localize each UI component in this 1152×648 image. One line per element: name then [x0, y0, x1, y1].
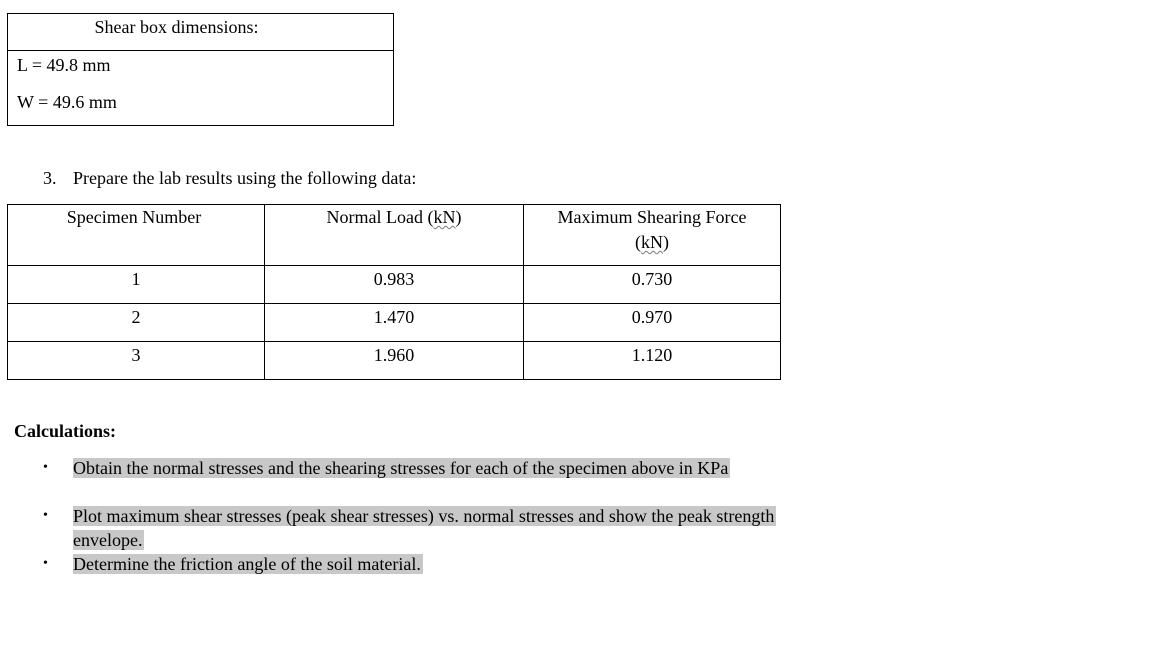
table-header-row [8, 205, 781, 266]
shear-force-cell: 0.730 [524, 266, 781, 304]
step-number: 3. [43, 168, 57, 188]
shear-force-cell: 1.120 [524, 342, 781, 380]
header-normal-load: Normal Load (kN) [265, 205, 524, 266]
step-text: Prepare the lab results using the following data: [73, 168, 417, 188]
bullet-icon: • [43, 556, 48, 571]
shear-force-cell: 0.970 [524, 304, 781, 342]
table-row [8, 342, 781, 380]
bullet-icon: • [43, 460, 48, 475]
specimen-cell: 3 [8, 342, 265, 380]
length-dimension: L = 49.8 mm [17, 55, 111, 75]
calculation-item-text: Obtain the normal stresses and the shearing stresses for each of the specimen above in KPa [73, 458, 729, 478]
specimen-cell: 2 [8, 304, 265, 342]
normal-load-unit: kN [433, 207, 456, 227]
shear-box-dimensions-cell [8, 51, 394, 126]
list-item [0, 504, 785, 552]
shear-box-title: Shear box dimensions: [94, 17, 259, 37]
shear-box-table [7, 13, 394, 126]
calculation-item-text: Determine the friction angle of the soil material. [73, 554, 421, 574]
list-item [0, 552, 785, 576]
table-row [8, 304, 781, 342]
list-item [0, 456, 785, 504]
header-specimen: Specimen Number [8, 205, 265, 266]
shear-box-title-cell [8, 14, 394, 51]
normal-load-cell: 0.983 [265, 266, 524, 304]
calculations-list [0, 456, 800, 576]
shear-force-unit: kN [641, 232, 663, 252]
width-dimension: W = 49.6 mm [17, 92, 117, 112]
calculations-heading: Calculations: [14, 421, 117, 441]
header-shear-force: Maximum Shearing Force (kN) [524, 205, 781, 266]
specimen-cell: 1 [8, 266, 265, 304]
calculation-item-text: Plot maximum shear stresses (peak shear stresses) vs. normal stresses and show the peak strength envelope. [73, 506, 775, 550]
normal-load-cell: 1.960 [265, 342, 524, 380]
bullet-icon: • [43, 508, 48, 523]
step-instruction [43, 166, 416, 190]
lab-data-table [7, 204, 781, 380]
table-row [8, 266, 781, 304]
normal-load-cell: 1.470 [265, 304, 524, 342]
